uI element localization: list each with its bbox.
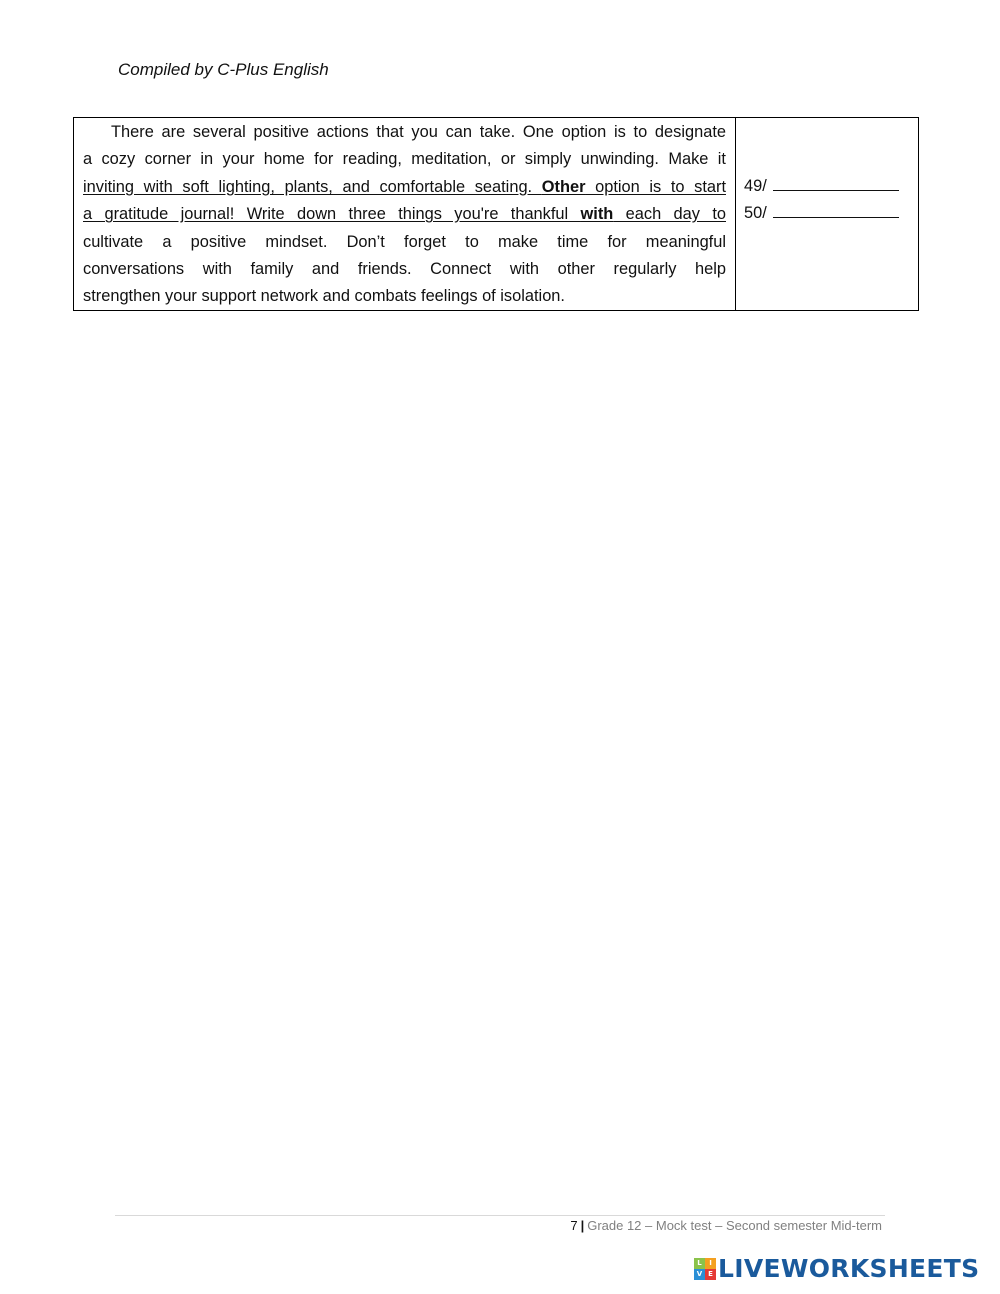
- logo-tile-i: I: [705, 1258, 716, 1269]
- passage-cell: [74, 118, 736, 310]
- passage-line-2: a cozy corner in your home for reading, meditation, or simply unwinding. Make it: [83, 150, 726, 169]
- exercise-table: [73, 117, 919, 311]
- passage-line-4-end: each day to: [613, 205, 726, 224]
- passage-line-6: conversations with family and friends. Connect with other regularly help: [83, 260, 726, 279]
- logo-tile-l: L: [694, 1258, 705, 1269]
- error-word-50: with: [580, 205, 614, 224]
- passage-line-3-end: option is to start: [585, 177, 726, 196]
- answer-number-49: 49/: [744, 177, 767, 195]
- answer-line-49: [744, 173, 918, 200]
- logo-tile-e: E: [705, 1269, 716, 1280]
- passage-line-4: [83, 201, 726, 228]
- answer-blank-49[interactable]: [773, 173, 899, 191]
- liveworksheets-wordmark: LIVEWORKSHEETS: [718, 1254, 980, 1283]
- page-footer: [570, 1218, 882, 1233]
- logo-tile-v: V: [694, 1269, 705, 1280]
- footer-separator: |: [580, 1218, 585, 1233]
- answer-line-50: [744, 200, 918, 227]
- page-number: 7: [570, 1218, 578, 1233]
- passage-line-1: There are several positive actions that you can take. One option is to designate: [111, 123, 726, 141]
- answer-number-50: 50/: [744, 204, 767, 223]
- passage-line-4-start: a gratitude journal! Write down three things you're thankful: [83, 205, 581, 224]
- passage-line-7: strengthen your support network and combats feelings of isolation.: [83, 287, 565, 306]
- liveworksheets-logo-icon: [694, 1258, 716, 1280]
- answer-blank-50[interactable]: [773, 200, 899, 218]
- passage-line-3-start: inviting with soft lighting, plants, and comfortable seating.: [83, 177, 542, 196]
- answer-cell: [736, 118, 918, 310]
- error-word-49: Other: [541, 177, 586, 196]
- liveworksheets-brand: [694, 1254, 979, 1283]
- footer-divider: [115, 1215, 885, 1216]
- passage-line-5: cultivate a positive mindset. Don’t forget to make time for meaningful: [83, 232, 726, 251]
- document-title: Grade 12 – Mock test – Second semester Mid-term: [587, 1218, 882, 1233]
- header-credit: Compiled by C-Plus English: [118, 60, 329, 79]
- passage-line-3: [83, 174, 726, 201]
